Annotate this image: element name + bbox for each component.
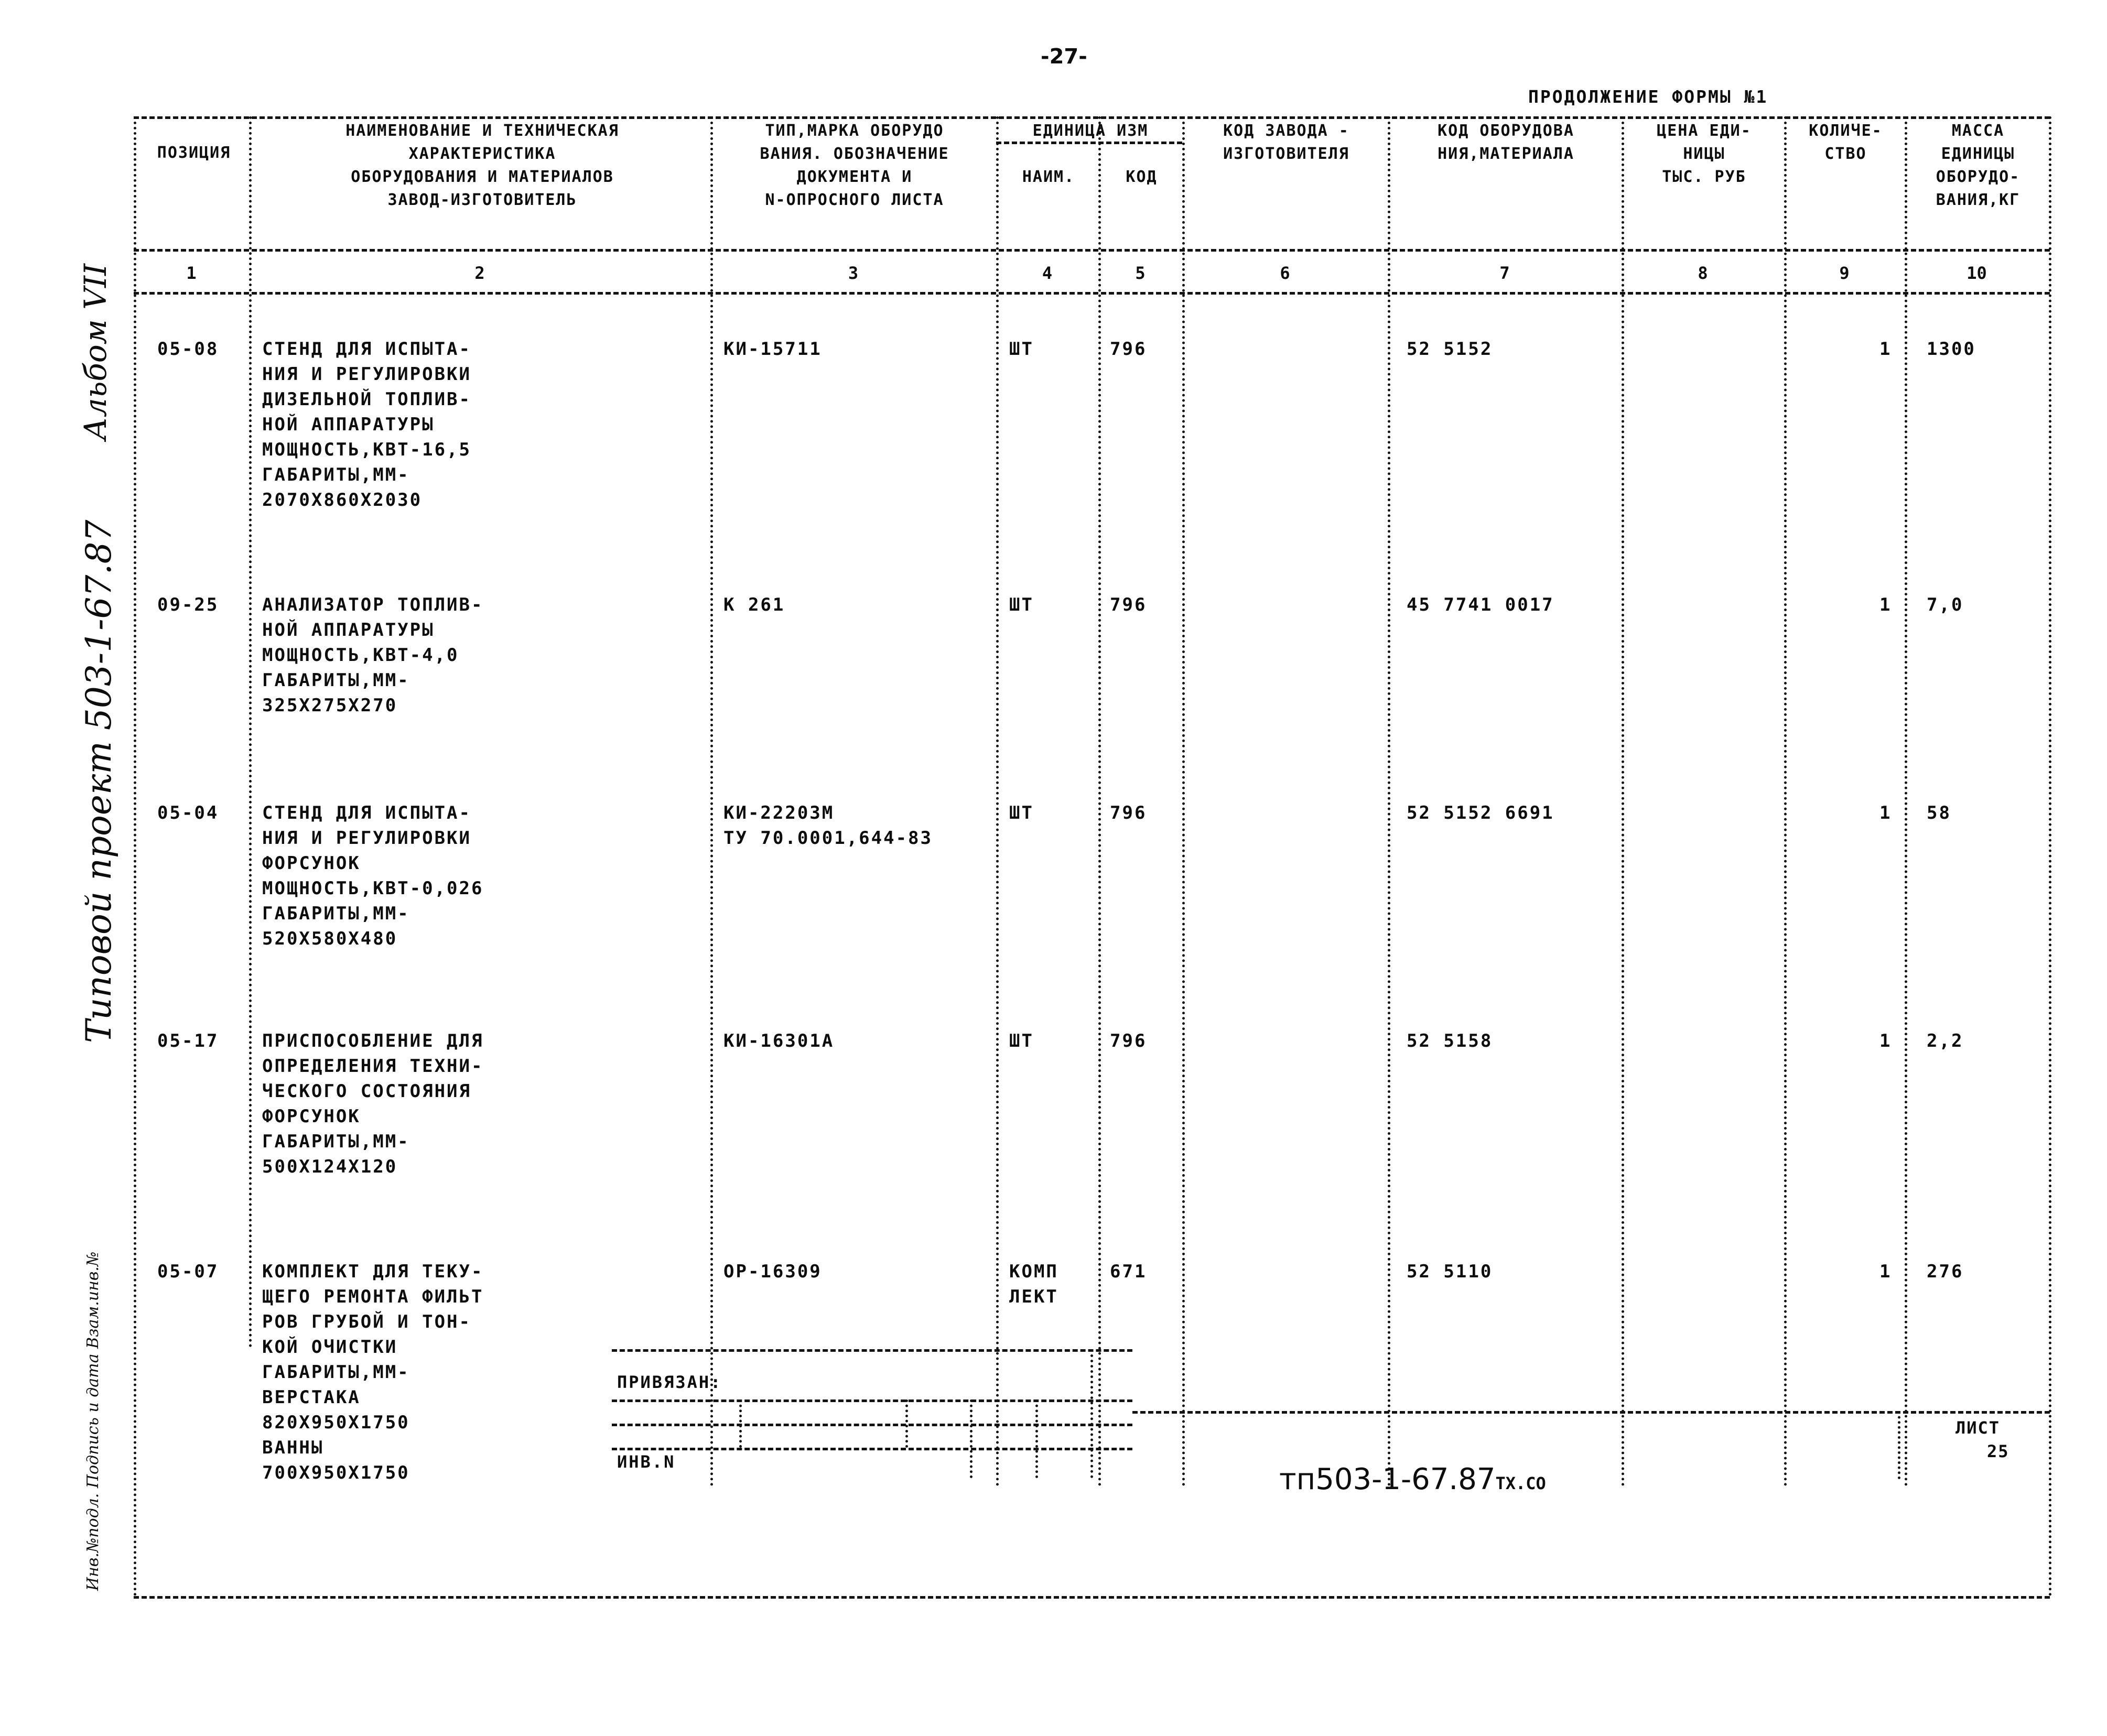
cell-unit-code: 796	[1110, 802, 1147, 823]
cell-equipment-code: 52 5152 6691	[1407, 802, 1554, 823]
header-unit-name: НАИМ.	[1022, 168, 1075, 186]
cell-unit-code: 796	[1110, 339, 1147, 360]
header-mass: МАССА ЕДИНИЦЫ ОБОРУДО- ВАНИЯ,КГ	[1936, 122, 2020, 209]
cell-mass: 1300	[1927, 339, 1976, 360]
header-name: НАИМЕНОВАНИЕ И ТЕХНИЧЕСКАЯ ХАРАКТЕРИСТИКА ОБОРУДОВАНИЯ И МАТЕРИАЛОВ ЗАВОД-ИЗГОТОВИТЕЛЬ	[345, 122, 619, 209]
cell-type: КИ-22203М ТУ 70.0001,644-83	[723, 802, 933, 849]
cell-quantity: 1	[1879, 594, 1892, 615]
cell-equipment-code: 52 5110	[1407, 1261, 1493, 1282]
page-number: -27-	[1041, 45, 1087, 69]
document-code	[1279, 1462, 1546, 1496]
column-number: 8	[1698, 263, 1708, 283]
cell-unit: ШТ	[1009, 802, 1034, 823]
cell-mass: 276	[1927, 1261, 1964, 1282]
cell-unit: КОМП ЛЕКТ	[1009, 1261, 1058, 1307]
header-price: ЦЕНА ЕДИ- НИЦЫ ТЫС. РУБ	[1657, 122, 1752, 186]
title-block-rule	[1132, 1411, 2050, 1414]
binding-stamp	[612, 1349, 1132, 1480]
cell-position: 05-07	[157, 1261, 219, 1282]
header-factory-code: КОД ЗАВОДА - ИЗГОТОВИТЕЛЯ	[1223, 122, 1349, 163]
cell-unit-code: 671	[1110, 1261, 1147, 1282]
cell-quantity: 1	[1879, 339, 1892, 360]
column-number: 5	[1135, 263, 1146, 283]
header-unit-code: КОД	[1126, 168, 1158, 186]
cell-quantity: 1	[1879, 1261, 1892, 1282]
header-position: ПОЗИЦИЯ	[157, 144, 231, 162]
cell-quantity: 1	[1879, 802, 1892, 823]
header-type: ТИП,МАРКА ОБОРУДО ВАНИЯ. ОБОЗНАЧЕНИЕ ДОКУМЕНТА И N-ОПРОСНОГО ЛИСТА	[760, 122, 949, 209]
column-number: 4	[1042, 263, 1053, 283]
stamp-inventory-label: ИНВ.N	[617, 1452, 676, 1472]
cell-type: ОР-16309	[723, 1261, 822, 1282]
cell-type: К 261	[723, 594, 785, 615]
column-number: 2	[474, 263, 485, 283]
sheet-divider	[1898, 1411, 1900, 1479]
column-number: 1	[186, 263, 197, 283]
cell-unit: ШТ	[1009, 1030, 1034, 1051]
cell-unit: ШТ	[1009, 594, 1034, 615]
header-quantity: КОЛИЧЕ- СТВО	[1809, 122, 1883, 163]
stamp-linked-label: ПРИВЯЗАН:	[617, 1372, 722, 1392]
cell-name: СТЕНД ДЛЯ ИСПЫТА- НИЯ И РЕГУЛИРОВКИ ДИЗЕЛЬНОЙ ТОПЛИВ- НОЙ АППАРАТУРЫ МОЩНОСТЬ,КВТ-16,5 ГАБАРИТЫ,ММ- 2070Х860Х2030	[262, 339, 471, 511]
cell-mass: 7,0	[1927, 594, 1964, 615]
side-project: Типовой проект 503-1-67.87	[79, 519, 119, 1043]
column-number: 3	[848, 263, 859, 283]
column-number: 9	[1839, 263, 1850, 283]
sheet-label: ЛИСТ	[1955, 1418, 2001, 1438]
cell-position: 05-08	[157, 339, 219, 360]
side-album: Альбом VII	[78, 264, 113, 440]
header-equipment-code: КОД ОБОРУДОВА НИЯ,МАТЕРИАЛА	[1438, 122, 1574, 163]
cell-type: КИ-16301А	[723, 1030, 835, 1051]
cell-position: 05-04	[157, 802, 219, 823]
cell-name: КОМПЛЕКТ ДЛЯ ТЕКУ- ЩЕГО РЕМОНТА ФИЛЬТ РОВ ГРУБОЙ И ТОН- КОЙ ОЧИСТКИ ГАБАРИТЫ,ММ- ВЕРСТАКА 820Х950Х1750 ВАННЫ 700Х950Х1750	[262, 1261, 484, 1483]
cell-type: КИ-15711	[723, 339, 822, 360]
cell-name: АНАЛИЗАТОР ТОПЛИВ- НОЙ АППАРАТУРЫ МОЩНОСТЬ,КВТ-4,0 ГАБАРИТЫ,ММ- 325Х275Х270	[262, 594, 484, 716]
cell-mass: 2,2	[1927, 1030, 1964, 1051]
column-number: 10	[1966, 263, 1987, 283]
document-code-number: тп503-1-67.87	[1279, 1462, 1496, 1496]
sheet-number: 25	[1987, 1441, 2009, 1461]
cell-name: СТЕНД ДЛЯ ИСПЫТА- НИЯ И РЕГУЛИРОВКИ ФОРСУНОК МОЩНОСТЬ,КВТ-0,026 ГАБАРИТЫ,ММ- 520Х580Х480	[262, 802, 484, 949]
continuation-label: ПРОДОЛЖЕНИЕ ФОРМЫ №1	[1528, 86, 1768, 107]
cell-equipment-code: 52 5152	[1407, 339, 1493, 360]
cell-position: 05-17	[157, 1030, 219, 1051]
cell-quantity: 1	[1879, 1030, 1892, 1051]
cell-unit: ШТ	[1009, 339, 1034, 360]
cell-name: ПРИСПОСОБЛЕНИЕ ДЛЯ ОПРЕДЕЛЕНИЯ ТЕХНИ- ЧЕСКОГО СОСТОЯНИЯ ФОРСУНОК ГАБАРИТЫ,ММ- 500Х124Х120	[262, 1030, 484, 1177]
cell-mass: 58	[1927, 802, 1951, 823]
cell-equipment-code: 45 7741 0017	[1407, 594, 1554, 615]
header-unit: ЕДИНИЦА ИЗМ	[1032, 122, 1149, 140]
document-code-suffix: ТХ.СО	[1495, 1473, 1546, 1493]
column-number: 6	[1280, 263, 1290, 283]
cell-unit-code: 796	[1110, 594, 1147, 615]
cell-position: 09-25	[157, 594, 219, 615]
cell-equipment-code: 52 5158	[1407, 1030, 1493, 1051]
column-number: 7	[1499, 263, 1510, 283]
side-stamp-labels: Инв.№подл. Подпись и дата Взам.инв.№	[84, 1251, 102, 1591]
cell-unit-code: 796	[1110, 1030, 1147, 1051]
